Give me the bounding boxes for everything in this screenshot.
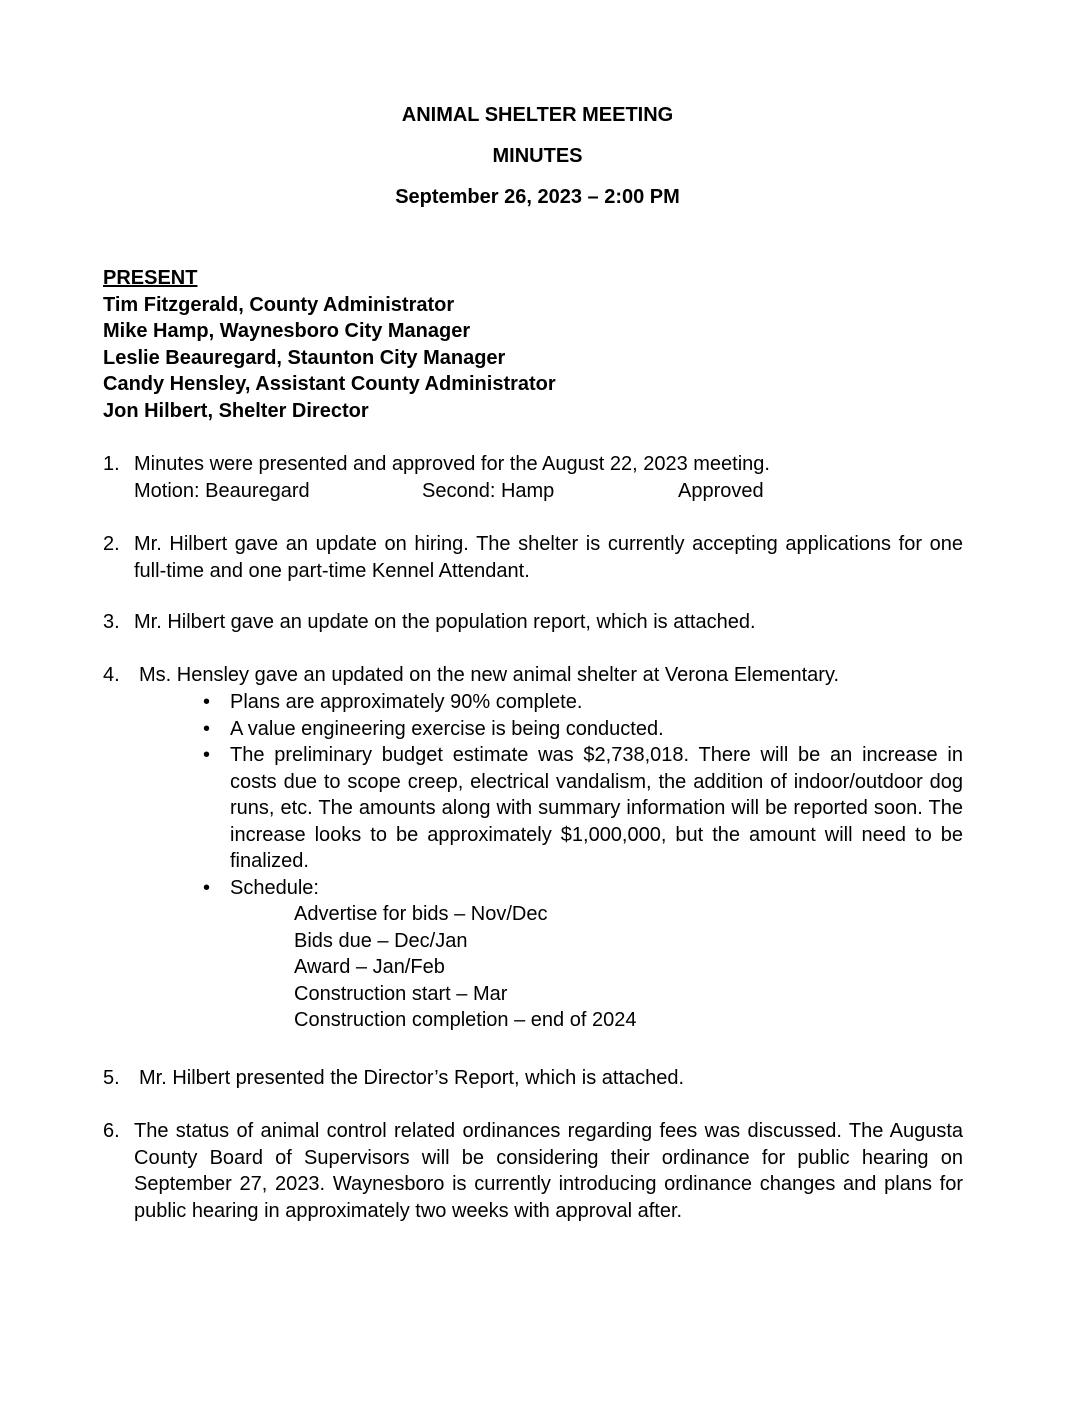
second-label: Second: Hamp xyxy=(422,479,555,502)
bullet-item xyxy=(103,742,963,875)
bullet-text: The preliminary budget estimate was $2,738,018. There will be an increase in costs due to scope creep, electrical vandalism, the addition of indoor/outdoor dog runs, etc. The amounts along with summary information will be reported soon. The increase looks to be approximately $1,000,000, but the amount will need to be finalized. xyxy=(230,744,963,872)
bullet-text: A value engineering exercise is being conducted. xyxy=(230,717,664,740)
item-text: Mr. Hilbert gave an update on the population report, which is attached. xyxy=(134,611,756,633)
item-number: 6. xyxy=(103,1120,120,1142)
attendee: Jon Hilbert, Shelter Director xyxy=(103,399,369,422)
item-text: Mr. Hilbert presented the Director’s Report, which is attached. xyxy=(139,1067,685,1089)
bullet-text: Schedule: xyxy=(230,876,319,899)
bullet-icon: • xyxy=(203,744,211,766)
schedule-entry: Construction start – Mar xyxy=(294,982,508,1005)
item-number: 5. xyxy=(103,1067,120,1089)
bullet-icon: • xyxy=(203,691,211,713)
present-section xyxy=(103,265,556,424)
attendee: Leslie Beauregard, Staunton City Manager xyxy=(103,346,506,369)
item-4-bullets xyxy=(103,689,963,1034)
bullet-item xyxy=(103,716,963,743)
schedule-entry: Construction completion – end of 2024 xyxy=(294,1009,637,1031)
attendee: Candy Hensley, Assistant County Administrator xyxy=(103,373,556,395)
item-number: 2. xyxy=(103,533,120,555)
bullet-icon: • xyxy=(203,717,211,740)
bullet-text: Plans are approximately 90% complete. xyxy=(230,691,583,713)
item-number: 3. xyxy=(103,611,120,633)
schedule-entry: Advertise for bids – Nov/Dec xyxy=(294,903,548,925)
motion-row xyxy=(134,478,963,505)
document-subtitle: MINUTES xyxy=(492,145,583,167)
document-title: ANIMAL SHELTER MEETING xyxy=(401,104,674,126)
attendee: Tim Fitzgerald, County Administrator xyxy=(103,293,455,316)
bullet-icon: • xyxy=(203,876,211,899)
item-text: Minutes were presented and approved for the August 22, 2023 meeting. xyxy=(134,453,770,475)
result-label: Approved xyxy=(678,479,764,502)
bullet-item xyxy=(103,689,963,716)
item-number: 4. xyxy=(103,664,120,686)
item-text: Mr. Hilbert gave an update on hiring. The shelter is currently accepting applications for one full-time and one part-time Kennel Attendant. xyxy=(134,533,963,582)
attendee: Mike Hamp, Waynesboro City Manager xyxy=(103,320,471,342)
item-number: 1. xyxy=(103,453,120,475)
meeting-date: September 26, 2023 – 2:00 PM xyxy=(395,186,680,208)
motion-label: Motion: Beauregard xyxy=(134,479,310,502)
bullet-item xyxy=(103,875,963,902)
item-text: Ms. Hensley gave an updated on the new animal shelter at Verona Elementary. xyxy=(139,664,840,686)
schedule-entry: Bids due – Dec/Jan xyxy=(294,929,468,952)
present-heading: PRESENT xyxy=(103,267,198,289)
schedule-entry: Award – Jan/Feb xyxy=(294,956,445,978)
item-text: The status of animal control related ordinances regarding fees was discussed. The Augusta County Board of Supervisors will be considering their ordinance for public hearing on September 27, 2023. Waynesboro is currently introducing ordinance changes and plans for public hearing in approximately two weeks with approval after. xyxy=(134,1120,963,1222)
